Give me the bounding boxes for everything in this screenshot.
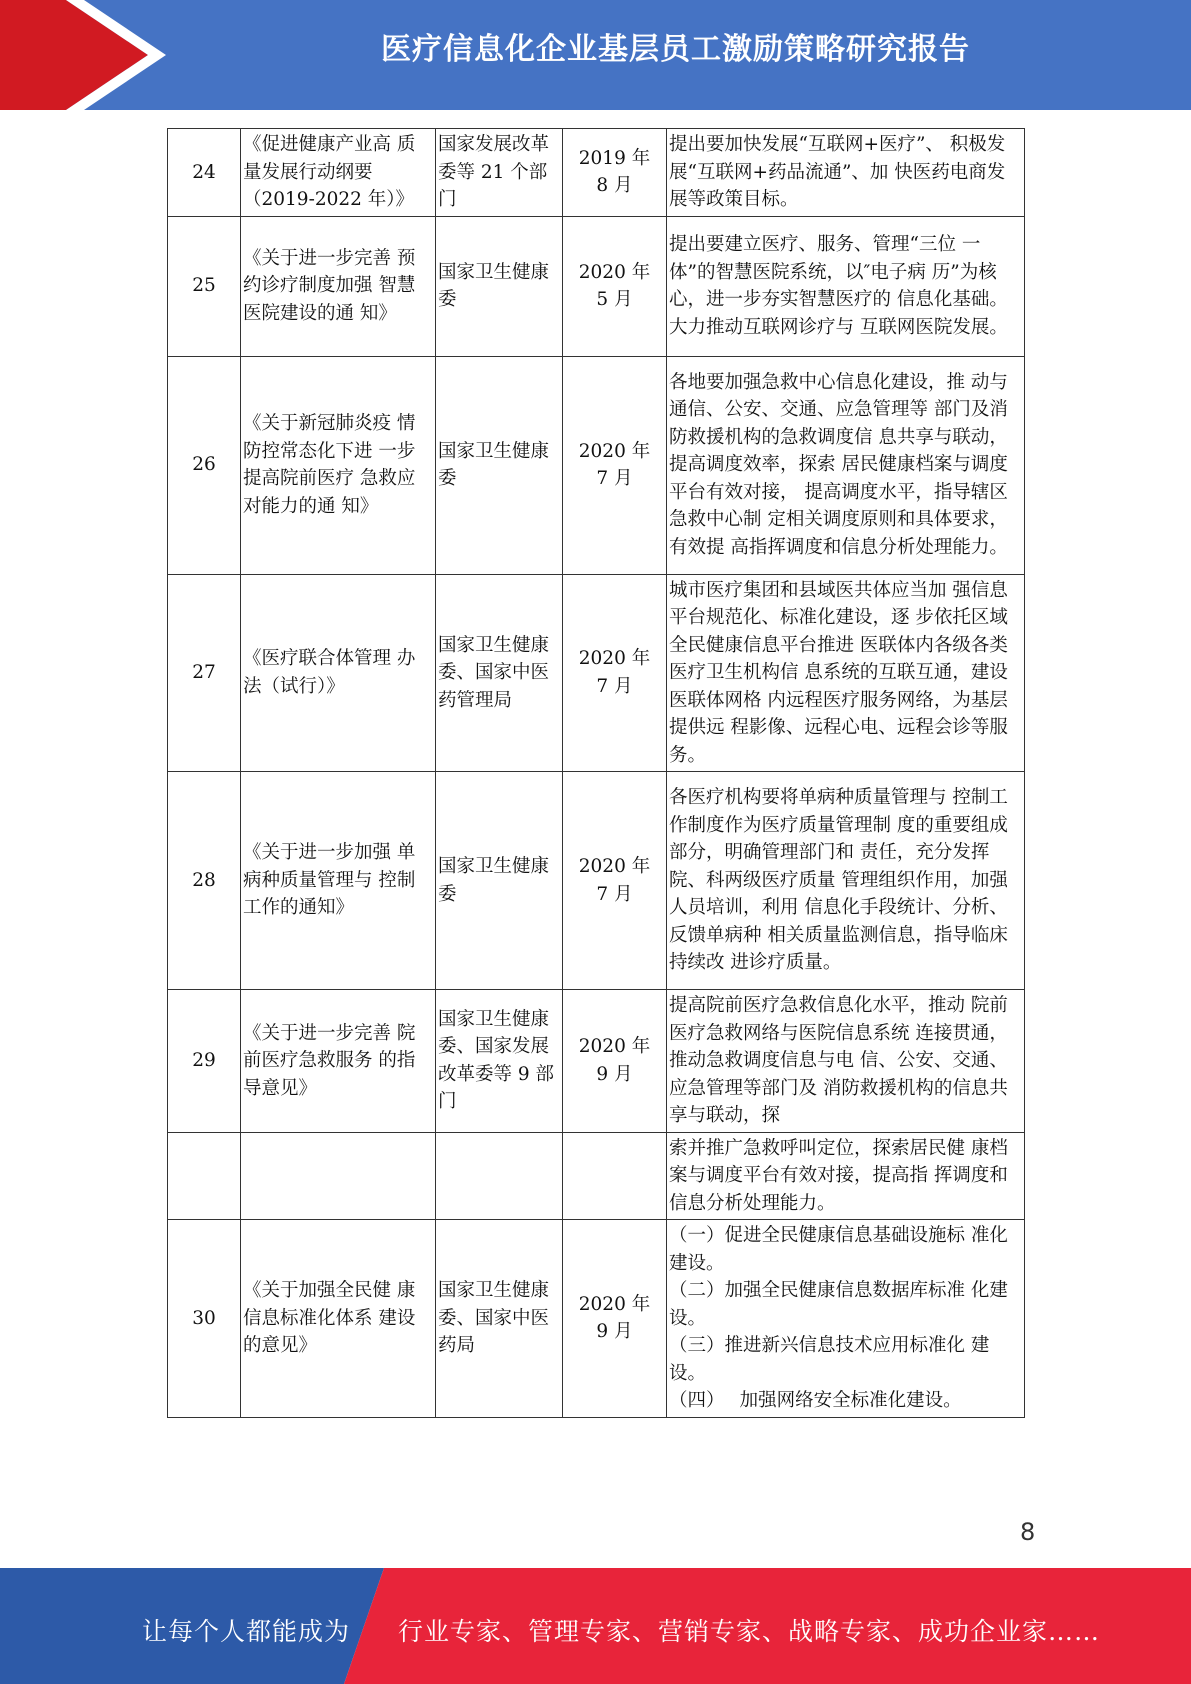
policy-content: 各地要加强急救中心信息化建设，推 动与通信、公安、交通、应急管理等 部门及消防救援机构的急救调度信 息共享与联动，提高调度效率，探索 居民健康档案与调度平台有效对接， 提高调度水平，指导辖区急救中心制 定相关调度原则和具体要求，有效提 高指挥调度和信息分析处理能力。 <box>667 356 1025 574</box>
issue-date <box>563 574 667 772</box>
policy-content: 提出要建立医疗、服务、管理“三位 一体”的智慧医院系统，以″电子病 历”为核心，进一步夯实智慧医疗的 信息化基础。大力推动互联网诊疗与 互联网医院发展。 <box>667 216 1025 356</box>
footer-slogan-left: 让每个人都能成为 <box>142 1617 351 1646</box>
issue-year: 2019 年 <box>578 147 651 169</box>
policy-title <box>241 1132 436 1220</box>
issue-month: 5 月 <box>596 289 633 310</box>
table-row <box>168 990 1025 1133</box>
policy-title: 《关于进一步完善 预约诊疗制度加强 智慧医院建设的通 知》 <box>241 216 436 356</box>
policy-content <box>667 1220 1025 1418</box>
row-number <box>168 1132 241 1220</box>
table-row <box>168 1132 1025 1220</box>
content-item: （二）加强全民健康信息数据库标准 化建设。 <box>669 1280 1008 1329</box>
issuing-department: 国家卫生健康委 <box>436 356 563 574</box>
page-header <box>0 0 1191 110</box>
issue-month: 8 月 <box>596 175 633 197</box>
issue-month: 7 月 <box>596 675 633 697</box>
issue-date <box>563 216 667 356</box>
issue-month: 7 月 <box>596 468 633 489</box>
table-row <box>168 772 1025 990</box>
table-row <box>168 574 1025 772</box>
policy-title: 《关于进一步加强 单病种质量管理与 控制工作的通知》 <box>241 772 436 990</box>
issue-year: 2020 年 <box>578 1293 651 1315</box>
issue-date <box>563 1132 667 1220</box>
issue-date <box>563 772 667 990</box>
row-number: 24 <box>168 129 241 217</box>
row-number: 30 <box>168 1220 241 1418</box>
issue-date <box>563 1220 667 1418</box>
issue-year: 2020 年 <box>578 648 651 670</box>
policy-title: 《关于新冠肺炎疫 情防控常态化下进 一步提高院前医疗 急救应对能力的通 知》 <box>241 356 436 574</box>
issue-month: 9 月 <box>596 1063 633 1085</box>
issuing-department: 国家卫生健康委、国家发展改革委等 9 部门 <box>436 990 563 1133</box>
policy-content: 索并推广急救呼叫定位，探索居民健 康档案与调度平台有效对接，提高指 挥调度和信息分析处理能力。 <box>667 1132 1025 1220</box>
issue-month: 7 月 <box>596 883 633 905</box>
content-item: （一）促进全民健康信息基础设施标 准化建设。 <box>669 1225 1008 1274</box>
table-row <box>168 129 1025 217</box>
issue-year: 2020 年 <box>578 440 651 462</box>
policy-content: 提出要加快发展“互联网+医疗”、 积极发展“互联网+药品流通”、加 快医药电商发展等政策目标。 <box>667 129 1025 217</box>
policy-content: 各医疗机构要将单病种质量管理与 控制工作制度作为医疗质量管理制 度的重要组成部分，明确管理部门和 责任，充分发挥院、科两级医疗质量 管理组织作用，加强人员培训，利用 信息化手段统计、分析、反馈单病种 相关质量监测信息，指导临床持续改 进诊疗质量。 <box>667 772 1025 990</box>
issue-month: 9 月 <box>596 1321 633 1343</box>
row-number: 26 <box>168 356 241 574</box>
footer-slogan-right: 行业专家、管理专家、营销专家、战略专家、成功企业家…… <box>398 1617 1101 1646</box>
policy-table <box>167 128 1025 1418</box>
page-number: 8 <box>1020 1518 1036 1546</box>
table-row <box>168 216 1025 356</box>
issuing-department <box>436 1132 563 1220</box>
content-item: （四） 加强网络安全标准化建设。 <box>669 1390 962 1411</box>
row-number: 29 <box>168 990 241 1133</box>
issue-year: 2020 年 <box>578 261 651 283</box>
issue-date <box>563 990 667 1133</box>
issue-date <box>563 129 667 217</box>
issue-year: 2020 年 <box>578 1036 651 1058</box>
policy-title: 《促进健康产业高 质量发展行动纲要（2019-2022 年）》 <box>241 129 436 217</box>
policy-content: 提高院前医疗急救信息化水平，推动 院前医疗急救网络与医院信息系统 连接贯通，推动急救调度信息与电 信、公安、交通、应急管理等部门及 消防救援机构的信息共享与联动，探 <box>667 990 1025 1133</box>
issuing-department: 国家卫生健康委、国家中医药局 <box>436 1220 563 1418</box>
issue-year: 2020 年 <box>578 856 651 877</box>
policy-title: 《医疗联合体管理 办法（试行）》 <box>241 574 436 772</box>
row-number: 25 <box>168 216 241 356</box>
report-title: 医疗信息化企业基层员工激励策略研究报告 <box>381 32 970 67</box>
policy-title: 《关于进一步完善 院前医疗急救服务 的指导意见》 <box>241 990 436 1133</box>
issue-date <box>563 356 667 574</box>
policy-title: 《关于加强全民健 康信息标准化体系 建设的意见》 <box>241 1220 436 1418</box>
content-item: （三）推进新兴信息技术应用标准化 建设。 <box>669 1335 990 1384</box>
row-number: 28 <box>168 772 241 990</box>
policy-content: 城市医疗集团和县域医共体应当加 强信息平台规范化、标准化建设，逐 步依托区域全民健康信息平台推进 医联体内各级各类医疗卫生机构信 息系统的互联互通，建设医联体网格 内远程医疗服务网络，为基层提供远 程影像、远程心电、远程会诊等服务。 <box>667 574 1025 772</box>
issuing-department: 国家卫生健康委 <box>436 216 563 356</box>
issuing-department: 国家发展改革委等 21 个部门 <box>436 129 563 217</box>
table-row <box>168 1220 1025 1418</box>
table-row <box>168 356 1025 574</box>
issuing-department: 国家卫生健康委、国家中医药管理局 <box>436 574 563 772</box>
issuing-department: 国家卫生健康委 <box>436 772 563 990</box>
row-number: 27 <box>168 574 241 772</box>
